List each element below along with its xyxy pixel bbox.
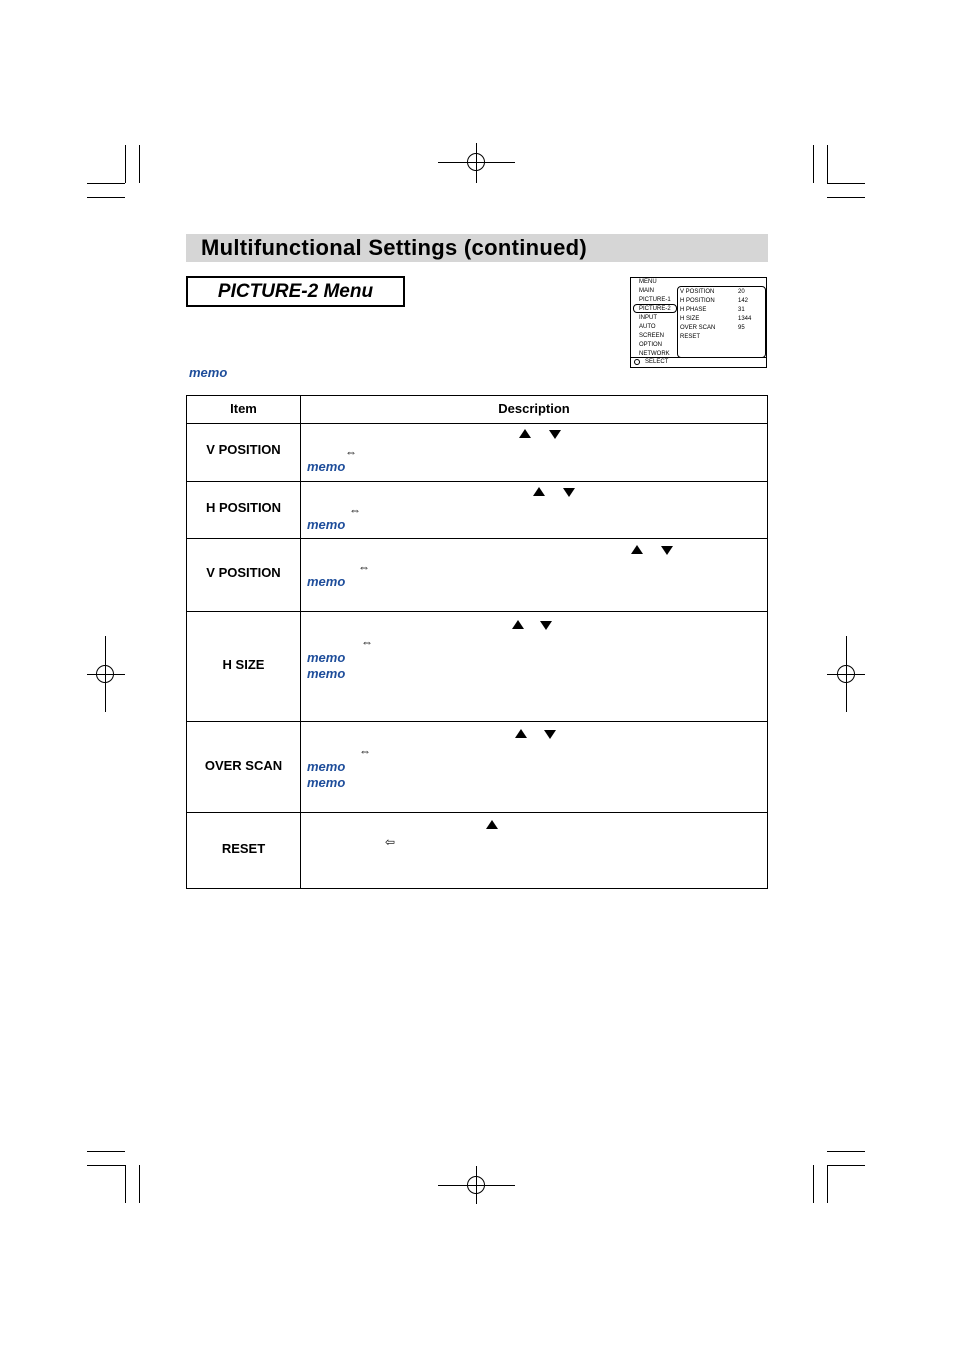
row-memo: memo — [307, 459, 346, 474]
up-arrow-icon — [519, 429, 531, 438]
osd-header: MENU — [639, 279, 657, 285]
left-arrow-icon: ⇦ — [385, 835, 396, 849]
osd-sub-item: OVER SCAN 95 — [680, 325, 745, 331]
title-bar — [186, 234, 768, 262]
row-memo: memo — [307, 650, 346, 665]
osd-sub-item: H POSITION 142 — [680, 298, 749, 304]
up-arrow-icon — [533, 487, 545, 496]
osd-item-network: NETWORK — [639, 351, 670, 357]
osd-footer — [631, 357, 766, 367]
both-arrow-icon: ⇔ — [361, 635, 373, 649]
page-title: Multifunctional Settings (continued) — [201, 235, 587, 260]
osd-item-auto: AUTO — [639, 324, 656, 330]
osd-menu-preview — [630, 277, 767, 368]
down-arrow-icon — [544, 730, 556, 739]
row-memo: memo — [307, 517, 346, 532]
menu-title: PICTURE-2 Menu — [217, 281, 374, 302]
both-arrow-icon: ⇔ — [358, 560, 370, 574]
row-item-h-size: H SIZE — [222, 657, 265, 672]
osd-sub-item: RESET — [680, 334, 701, 340]
row-item-reset: RESET — [221, 841, 266, 856]
header-item: Item — [230, 401, 257, 416]
both-arrow-icon: ⇔ — [349, 503, 361, 517]
osd-item-screen: SCREEN — [639, 333, 665, 339]
down-arrow-icon — [549, 430, 561, 439]
row-memo: memo — [307, 666, 346, 681]
osd-item-picture-1: PICTURE-1 — [639, 297, 671, 303]
up-arrow-icon — [515, 729, 527, 738]
row-item-v-position: V POSITION — [206, 442, 281, 457]
down-arrow-icon — [540, 621, 552, 630]
osd-item-option: OPTION — [639, 342, 663, 348]
row-memo: memo — [307, 759, 346, 774]
both-arrow-icon: ⇔ — [359, 744, 371, 758]
osd-right-list — [680, 288, 752, 342]
up-arrow-icon — [512, 620, 524, 629]
menu-title-box — [186, 276, 405, 307]
row-item-h-position: H POSITION — [205, 500, 282, 515]
page-memo-label: memo — [189, 365, 228, 380]
row-item-v-position: V POSITION — [206, 565, 281, 580]
osd-left-list — [639, 287, 671, 359]
osd-footer-label: SELECT — [645, 359, 669, 365]
osd-sub-item: H PHASE 31 — [680, 307, 745, 313]
up-arrow-icon — [486, 820, 498, 829]
up-arrow-icon — [631, 545, 643, 554]
select-button-icon — [634, 359, 640, 365]
row-memo: memo — [307, 775, 346, 790]
row-item-over-scan: OVER SCAN — [204, 758, 283, 773]
row-memo: memo — [307, 574, 346, 589]
osd-item-input: INPUT — [639, 315, 657, 321]
both-arrow-icon: ⇔ — [345, 445, 357, 459]
down-arrow-icon — [661, 546, 673, 555]
down-arrow-icon — [563, 488, 575, 497]
header-description: Description — [498, 401, 570, 416]
osd-item-picture-2: PICTURE-2 — [639, 306, 671, 312]
osd-sub-item: V POSITION 20 — [680, 289, 745, 295]
osd-sub-item: H SIZE 1344 — [680, 316, 752, 322]
settings-table — [186, 395, 768, 889]
osd-item-main: MAIN — [639, 288, 654, 294]
